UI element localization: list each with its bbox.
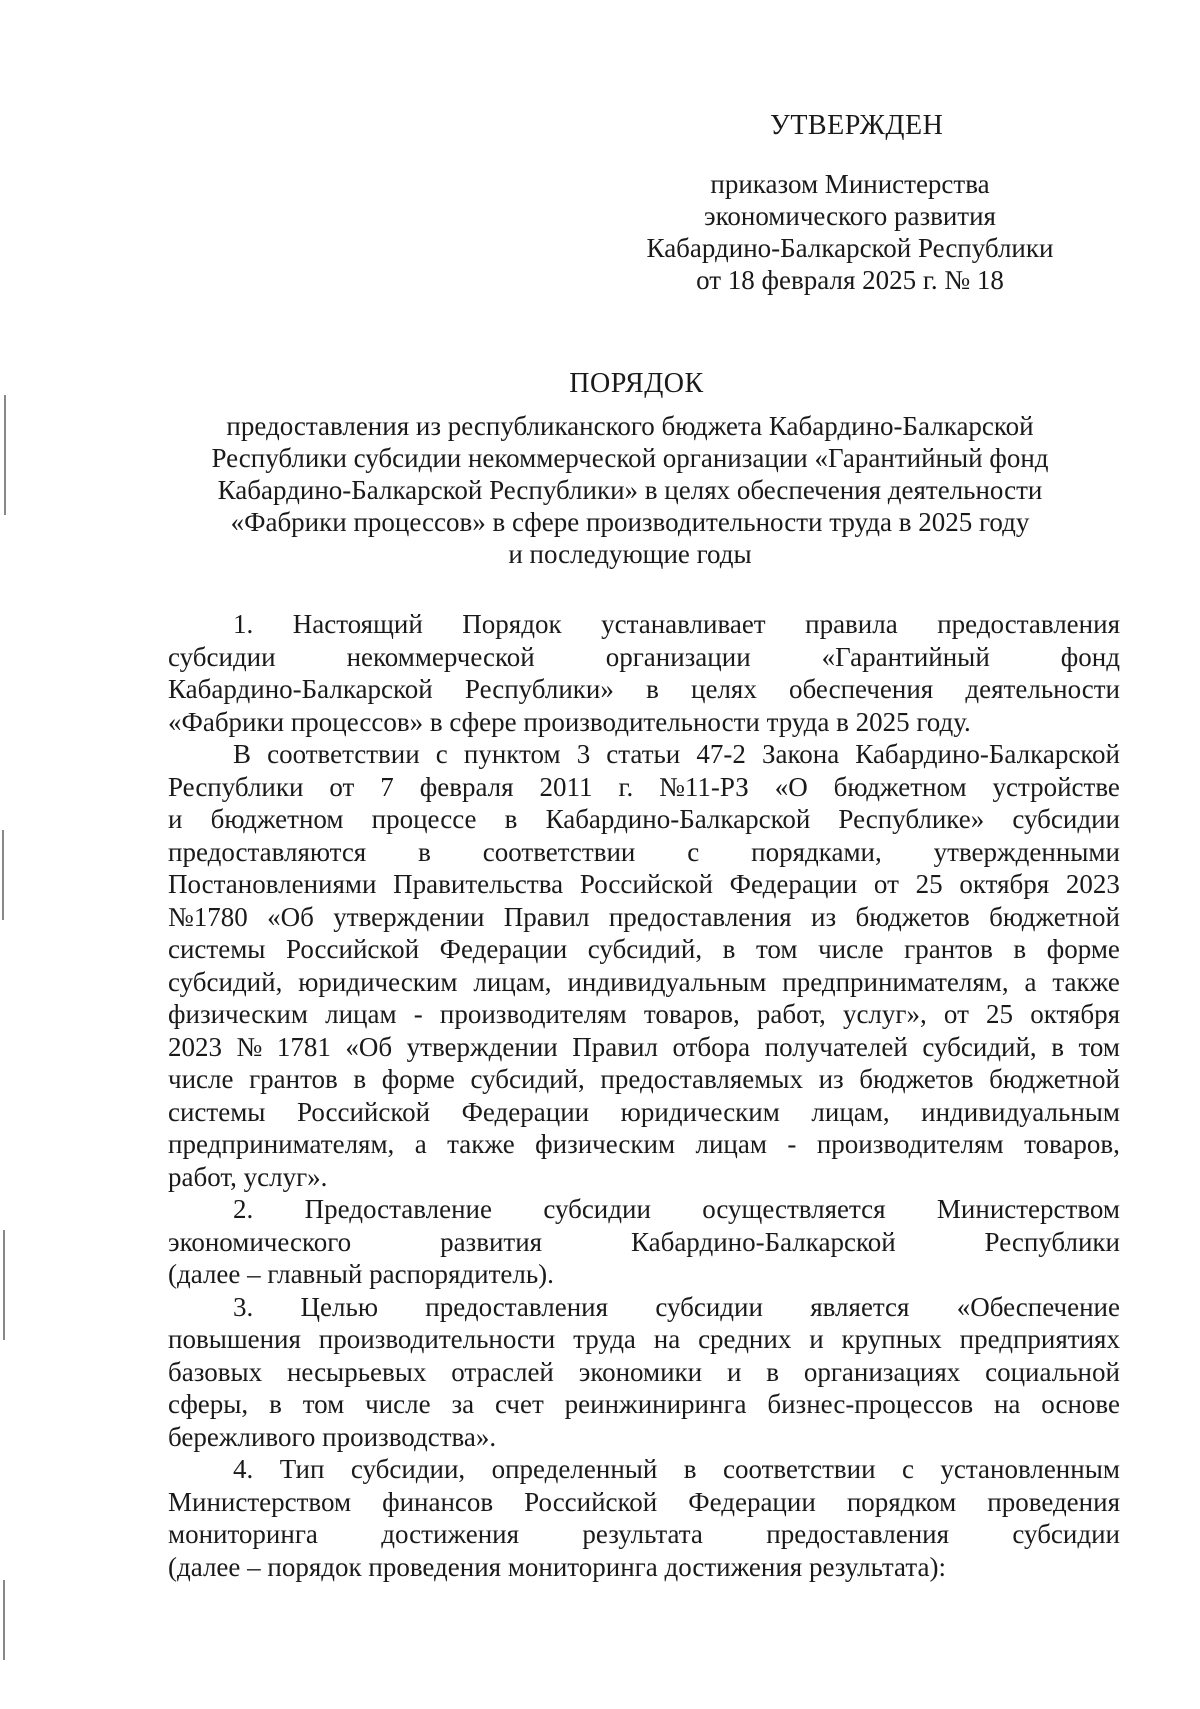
body-line: мониторинга достижения результата предоставления субсидии bbox=[168, 1519, 1120, 1549]
body-line: работ, услуг». bbox=[168, 1161, 328, 1192]
body-line: Кабардино-Балкарской Республики» в целях обеспечения деятельности bbox=[168, 674, 1120, 704]
subtitle-line: Республики субсидии некоммерческой организации «Гарантийный фонд bbox=[211, 443, 1049, 473]
body-line: 2023 № 1781 «Об утверждении Правил отбора получателей субсидий, в том bbox=[168, 1031, 1120, 1062]
body-line: предпринимателям, а также физическим лицам - производителям товаров, bbox=[168, 1129, 1120, 1159]
approval-line: Кабардино-Балкарской Республики bbox=[646, 233, 1054, 263]
document-title: ПОРЯДОК bbox=[569, 368, 704, 399]
body-line: Министерством финансов Российской Федерации порядком проведения bbox=[168, 1486, 1120, 1517]
approval-line: от 18 февраля 2025 г. № 18 bbox=[696, 265, 1004, 295]
subtitle-line: «Фабрики процессов» в сфере производительности труда в 2025 году bbox=[230, 507, 1030, 537]
subtitle-line: Кабардино-Балкарской Республики» в целях обеспечения деятельности bbox=[217, 475, 1043, 505]
approval-title: УТВЕРЖДЕН bbox=[770, 110, 944, 141]
body-line: повышения производительности труда на средних и крупных предприятиях bbox=[168, 1324, 1120, 1354]
body-line: субсидии некоммерческой организации «Гарантийный фонд bbox=[168, 641, 1120, 672]
body-line: экономического развития Кабардино-Балкарской Республики bbox=[168, 1226, 1120, 1257]
body-line: базовых несырьевых отраслей экономики и в организациях социальной bbox=[168, 1356, 1120, 1387]
body-line: 1. Настоящий Порядок устанавливает правила предоставления bbox=[233, 609, 1120, 639]
body-line: числе грантов в форме субсидий, предоставляемых из бюджетов бюджетной bbox=[168, 1064, 1120, 1094]
scan-edge-mark bbox=[3, 1230, 5, 1340]
body-line: Республики от 7 февраля 2011 г. №11-РЗ «О бюджетном устройстве bbox=[168, 771, 1120, 802]
scan-edge-mark bbox=[4, 395, 6, 515]
body-line: предоставляются в соответствии с порядками, утвержденными bbox=[168, 836, 1120, 867]
body-line: субсидий, юридическим лицам, индивидуальным предпринимателям, а также bbox=[168, 966, 1120, 997]
approval-line: экономического развития bbox=[704, 201, 996, 231]
body-line: №1780 «Об утверждении Правил предоставления из бюджетов бюджетной bbox=[168, 901, 1120, 932]
body-line: Постановлениями Правительства Российской Федерации от 25 октября 2023 bbox=[168, 869, 1120, 899]
approval-block bbox=[620, 168, 1080, 296]
document-subtitle bbox=[170, 410, 1090, 570]
body-line: системы Российской Федерации субсидий, в том числе грантов в форме bbox=[168, 934, 1120, 964]
subtitle-line: предоставления из республиканского бюджета Кабардино-Балкарской bbox=[226, 411, 1034, 441]
body-line: и бюджетном процессе в Кабардино-Балкарской Республике» субсидии bbox=[168, 804, 1120, 834]
body-line: бережливого производства». bbox=[168, 1421, 497, 1452]
body-line: 3. Целью предоставления субсидии является «Обеспечение bbox=[233, 1291, 1120, 1322]
approval-line: приказом Министерства bbox=[710, 169, 990, 199]
body-line: (далее – порядок проведения мониторинга достижения результата): bbox=[168, 1551, 946, 1582]
body-line: (далее – главный распорядитель). bbox=[168, 1259, 554, 1289]
body-line: В соответствии с пунктом 3 статьи 47-2 Закона Кабардино-Балкарской bbox=[233, 739, 1120, 769]
body-line: физическим лицам - производителям товаров, работ, услуг», от 25 октября bbox=[168, 999, 1120, 1029]
body-line: сферы, в том числе за счет реинжиниринга бизнес-процессов на основе bbox=[168, 1389, 1120, 1419]
subtitle-line: и последующие годы bbox=[508, 539, 752, 569]
body-line: «Фабрики процессов» в сфере производительности труда в 2025 году. bbox=[168, 706, 971, 737]
body-line: 4. Тип субсидии, определенный в соответствии с установленным bbox=[233, 1454, 1120, 1484]
body-line: 2. Предоставление субсидии осуществляется Министерством bbox=[233, 1194, 1120, 1224]
scan-edge-mark bbox=[2, 830, 4, 920]
body-line: системы Российской Федерации юридическим лицам, индивидуальным bbox=[168, 1096, 1120, 1127]
scan-edge-mark bbox=[3, 1580, 5, 1660]
document-body bbox=[168, 608, 1120, 1583]
